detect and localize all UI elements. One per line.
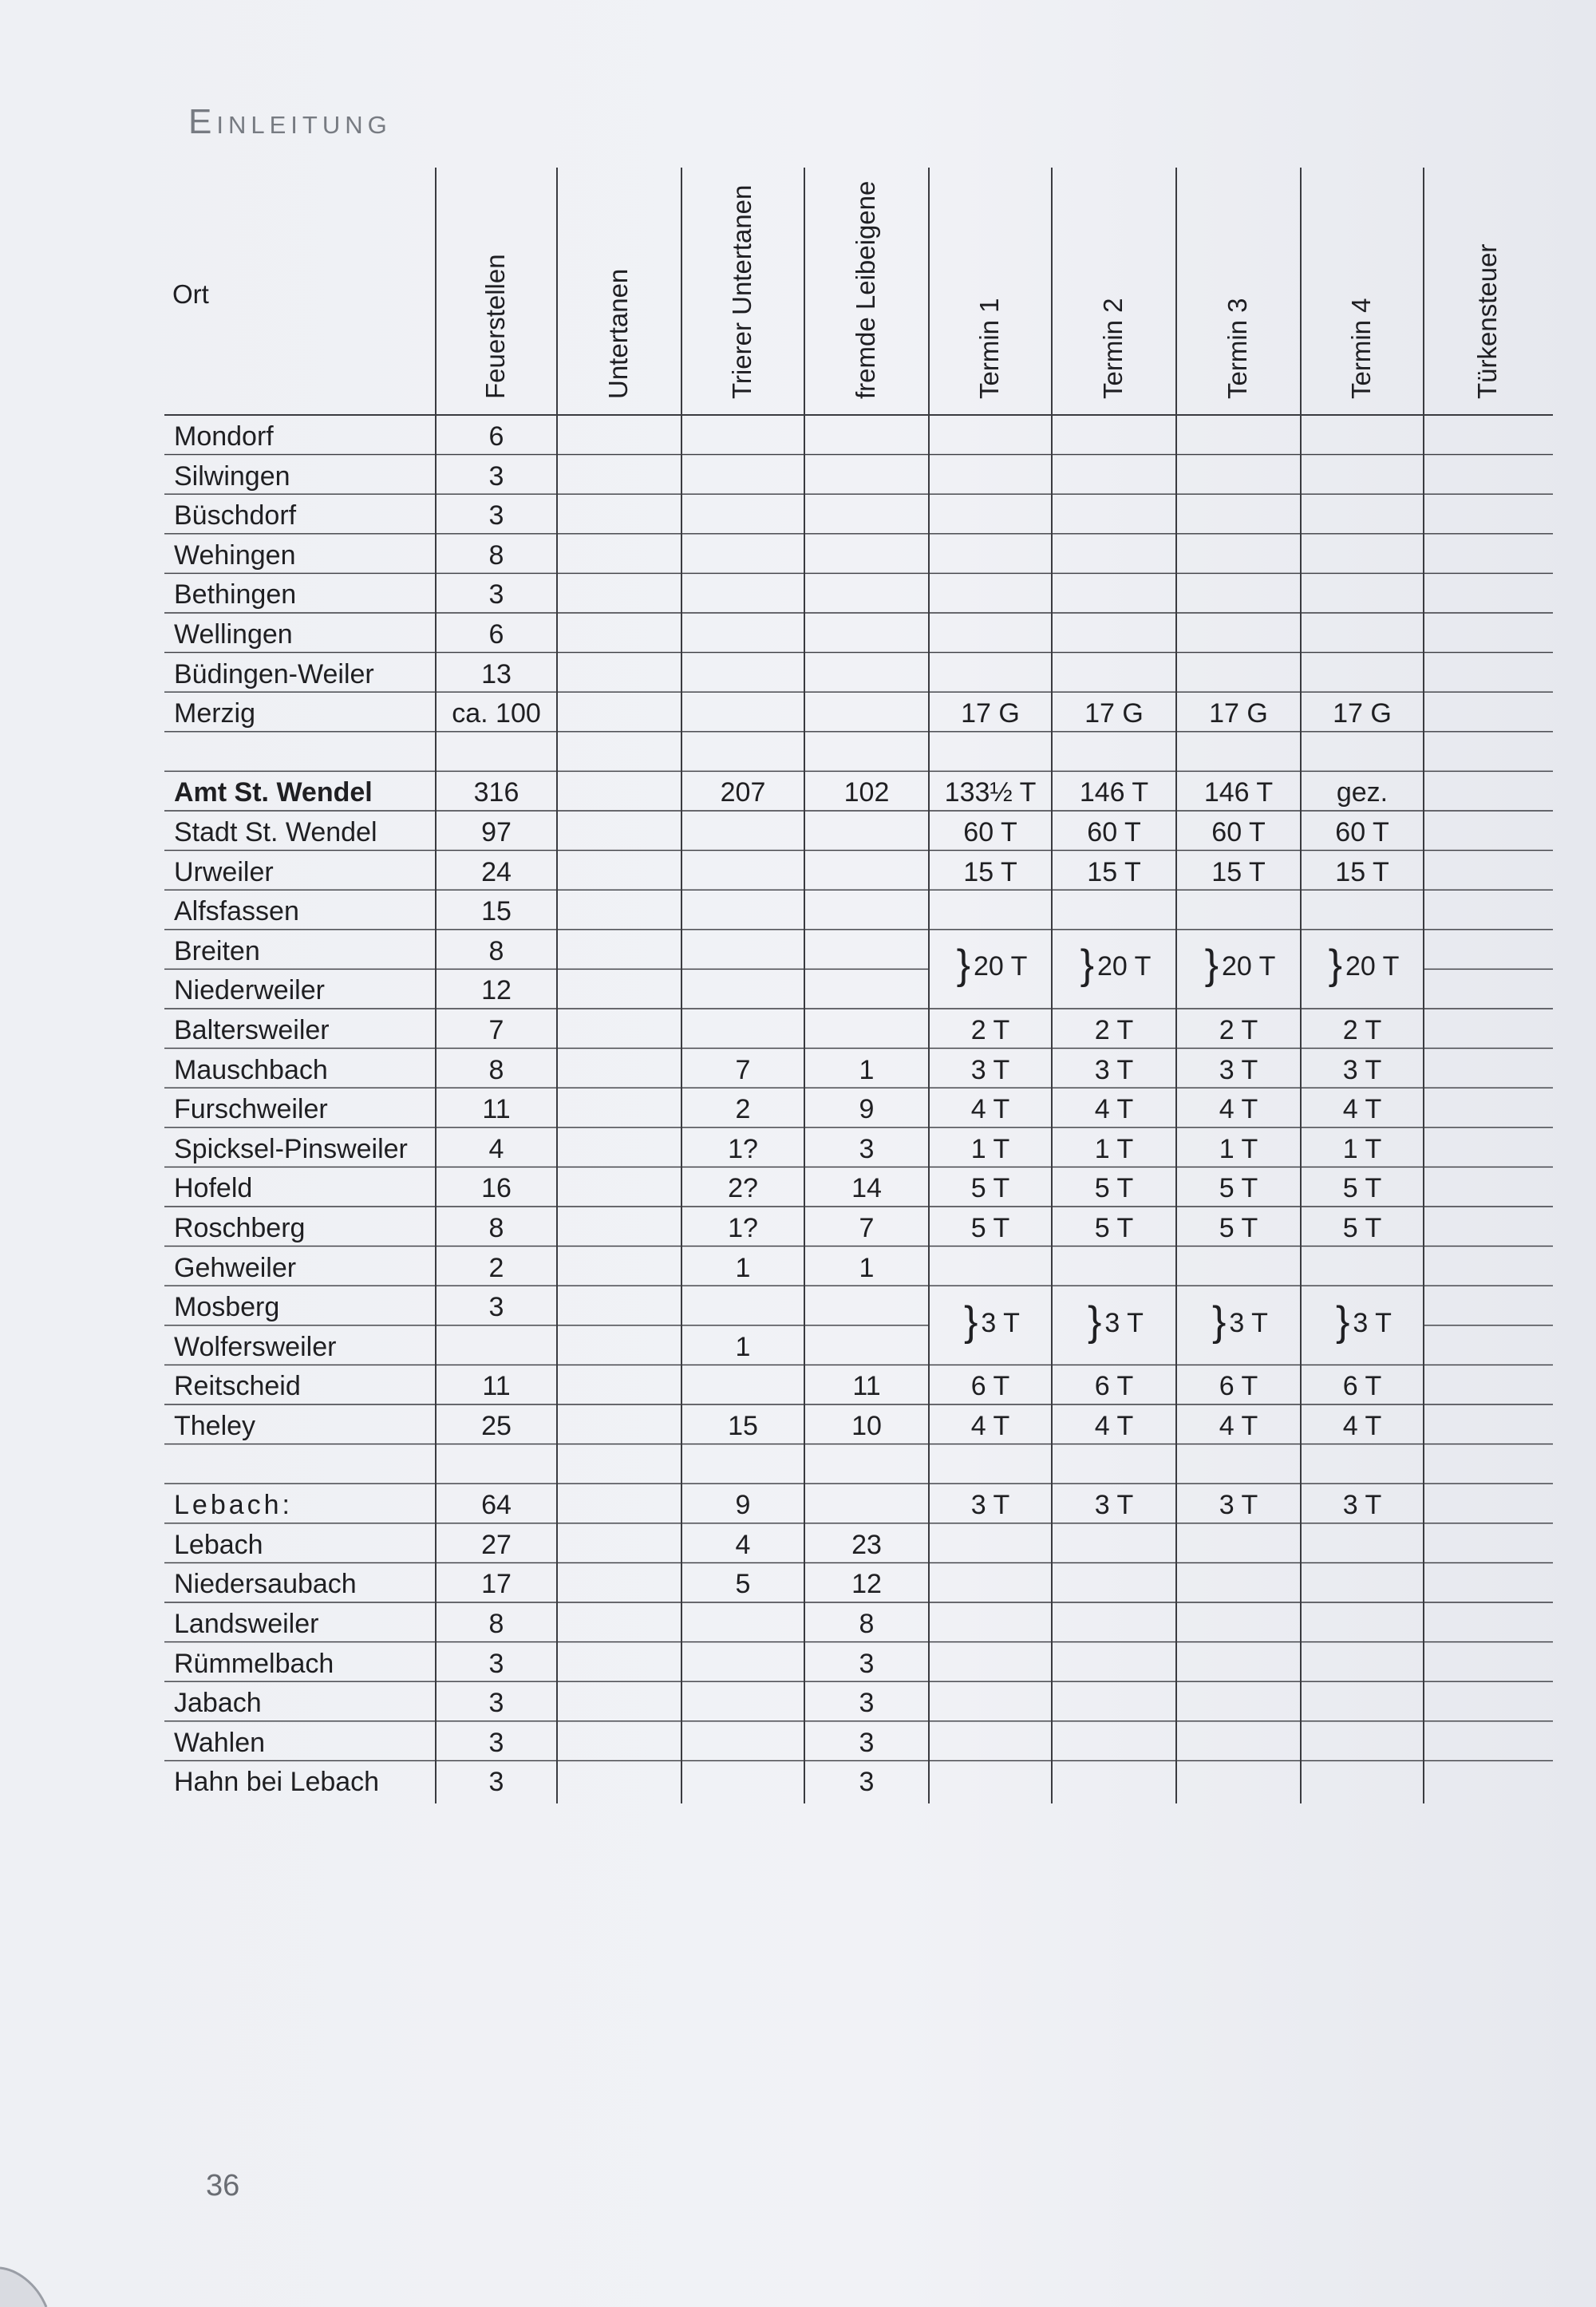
header-feuerstellen: Feuerstellen [480, 254, 510, 399]
row-18-t2: 1 T [1094, 1133, 1134, 1164]
row-32-feu: 3 [488, 1688, 504, 1719]
row-17-t3: 4 T [1219, 1094, 1258, 1125]
row-20-tri: 1? [728, 1213, 758, 1243]
row-9-t1: 133½ T [944, 777, 1037, 808]
row-25-ort: Theley [174, 1411, 256, 1441]
row-34-fre: 3 [859, 1767, 875, 1798]
row-18-fre: 3 [859, 1133, 875, 1164]
row-4-feu: 3 [488, 579, 504, 610]
row-18-t4: 1 T [1342, 1133, 1382, 1164]
row-24-ort: Reitscheid [174, 1371, 301, 1402]
row-27-ort: Lebach: [174, 1490, 293, 1521]
row-16-t3: 3 T [1219, 1054, 1258, 1085]
merged-1-t2: } 3 T [1088, 1298, 1144, 1345]
row-22-ort: Mosberg [174, 1292, 280, 1323]
row-17-feu: 11 [482, 1094, 511, 1125]
row-33-feu: 3 [488, 1727, 504, 1758]
row-24-t1: 6 T [970, 1371, 1010, 1402]
row-9-ort: Amt St. Wendel [174, 777, 373, 808]
row-17-t2: 4 T [1094, 1094, 1134, 1125]
row-9-t3: 146 T [1203, 777, 1274, 808]
header-fremde-leibeigene: fremde Leibeigene [851, 180, 880, 399]
merged-0-t4: } 20 T [1328, 942, 1400, 989]
row-17-t1: 4 T [970, 1094, 1010, 1125]
row-30-ort: Landsweiler [174, 1609, 319, 1639]
row-16-ort: Mauschbach [174, 1054, 328, 1085]
row-7-ort: Merzig [174, 698, 256, 729]
row-11-t2: 15 T [1087, 856, 1141, 887]
row-21-fre: 1 [859, 1252, 875, 1283]
row-28-fre: 23 [851, 1529, 882, 1560]
row-18-feu: 4 [488, 1133, 504, 1164]
row-25-t3: 4 T [1219, 1411, 1258, 1441]
row-5-ort: Wellingen [174, 619, 293, 650]
merged-0-t1: } 20 T [956, 942, 1028, 989]
row-11-feu: 24 [481, 856, 512, 887]
row-29-fre: 12 [851, 1569, 882, 1600]
row-12-feu: 15 [481, 896, 512, 927]
row-10-t4: 60 T [1335, 817, 1389, 847]
row-25-feu: 25 [481, 1411, 512, 1441]
row-27-tri: 9 [735, 1490, 751, 1521]
row-19-t4: 5 T [1342, 1173, 1382, 1204]
row-27-t3: 3 T [1219, 1490, 1258, 1521]
header-termin-4: Termin 4 [1346, 298, 1376, 399]
row-9-t4: gez. [1336, 777, 1389, 808]
row-25-t1: 4 T [970, 1411, 1010, 1441]
row-21-tri: 1 [735, 1252, 751, 1283]
row-17-t4: 4 T [1342, 1094, 1382, 1125]
row-6-feu: 13 [481, 658, 512, 689]
row-20-feu: 8 [488, 1213, 504, 1243]
row-19-feu: 16 [481, 1173, 512, 1204]
row-28-feu: 27 [481, 1529, 512, 1560]
row-16-t4: 3 T [1342, 1054, 1382, 1085]
header-termin-2: Termin 2 [1098, 298, 1128, 399]
row-24-t4: 6 T [1342, 1371, 1382, 1402]
row-17-ort: Furschweiler [174, 1094, 328, 1125]
row-1-feu: 3 [488, 460, 504, 492]
row-25-t4: 4 T [1342, 1411, 1382, 1441]
row-15-t3: 2 T [1219, 1015, 1258, 1045]
row-7-t4: 17 G [1333, 698, 1392, 729]
row-33-fre: 3 [859, 1727, 875, 1758]
merged-value: 3 T [981, 1307, 1020, 1338]
row-0-ort: Mondorf [174, 421, 274, 452]
row-11-t4: 15 T [1335, 856, 1389, 887]
row-30-feu: 8 [488, 1609, 504, 1639]
row-18-ort: Spicksel-Pinsweiler [174, 1133, 408, 1164]
row-7-t2: 17 G [1084, 698, 1144, 729]
row-1-ort: Silwingen [174, 460, 290, 492]
row-10-t1: 60 T [963, 817, 1017, 847]
row-0-feu: 6 [488, 421, 504, 452]
row-22-feu: 3 [488, 1292, 504, 1323]
row-7-t3: 17 G [1209, 698, 1268, 729]
row-21-feu: 2 [488, 1252, 504, 1283]
row-31-ort: Rümmelbach [174, 1648, 334, 1679]
row-16-t2: 3 T [1094, 1054, 1134, 1085]
merged-1-t3: } 3 T [1212, 1298, 1268, 1345]
row-16-feu: 8 [488, 1054, 504, 1085]
merged-1-t1: } 3 T [964, 1298, 1020, 1345]
row-29-ort: Niedersaubach [174, 1569, 357, 1600]
row-10-t3: 60 T [1211, 817, 1266, 847]
row-20-t1: 5 T [970, 1213, 1010, 1243]
row-9-tri: 207 [720, 777, 766, 808]
merged-0-t3: } 20 T [1204, 942, 1276, 989]
header-termin-3: Termin 3 [1223, 298, 1252, 399]
merged-value: 20 T [1345, 951, 1400, 982]
row-23-ort: Wolfersweiler [174, 1331, 337, 1362]
merged-0-t2: } 20 T [1080, 942, 1152, 989]
row-20-t2: 5 T [1094, 1213, 1134, 1243]
row-2-feu: 3 [488, 500, 504, 531]
row-25-fre: 10 [851, 1411, 882, 1441]
merged-value: 20 T [973, 951, 1028, 982]
row-6-ort: Büdingen-Weiler [174, 658, 374, 689]
chapter-title: Einleitung [188, 102, 392, 141]
row-16-t1: 3 T [970, 1054, 1010, 1085]
row-9-t2: 146 T [1079, 777, 1149, 808]
row-20-t3: 5 T [1219, 1213, 1258, 1243]
header-untertanen: Untertanen [603, 268, 633, 399]
row-10-t2: 60 T [1087, 817, 1141, 847]
row-4-ort: Bethingen [174, 579, 297, 610]
row-30-fre: 8 [859, 1609, 875, 1639]
merged-value: 3 T [1353, 1307, 1392, 1338]
row-14-feu: 12 [481, 975, 512, 1006]
row-27-t4: 3 T [1342, 1490, 1382, 1521]
row-20-ort: Roschberg [174, 1213, 306, 1243]
row-19-ort: Hofeld [174, 1173, 253, 1204]
row-34-ort: Hahn bei Lebach [174, 1767, 380, 1798]
row-17-fre: 9 [859, 1094, 875, 1125]
row-25-t2: 4 T [1094, 1411, 1134, 1441]
row-19-t1: 5 T [970, 1173, 1010, 1204]
row-9-feu: 316 [473, 777, 519, 808]
merged-1-t4: } 3 T [1336, 1298, 1392, 1345]
page-curl-decoration [0, 2258, 48, 2307]
row-24-fre: 11 [852, 1371, 881, 1402]
row-17-tri: 2 [735, 1094, 751, 1125]
row-32-ort: Jabach [174, 1688, 262, 1719]
row-31-feu: 3 [488, 1648, 504, 1679]
row-34-feu: 3 [488, 1767, 504, 1798]
row-31-fre: 3 [859, 1648, 875, 1679]
header-termin-1: Termin 1 [974, 298, 1004, 399]
row-19-tri: 2? [728, 1173, 758, 1204]
row-27-t1: 3 T [970, 1490, 1010, 1521]
row-7-feu: ca. 100 [452, 698, 541, 729]
row-10-ort: Stadt St. Wendel [174, 817, 377, 847]
row-15-t2: 2 T [1094, 1015, 1134, 1045]
row-15-t4: 2 T [1342, 1015, 1382, 1045]
row-15-t1: 2 T [970, 1015, 1010, 1045]
page-number: 36 [206, 2169, 240, 2202]
row-24-feu: 11 [482, 1371, 511, 1402]
row-18-tri: 1? [728, 1133, 758, 1164]
row-2-ort: Büschdorf [174, 500, 297, 531]
data-table [164, 168, 1553, 1803]
header-ort: Ort [172, 279, 209, 309]
row-18-t1: 1 T [970, 1133, 1010, 1164]
row-24-t2: 6 T [1094, 1371, 1134, 1402]
row-5-feu: 6 [488, 619, 504, 650]
header-trierer-untertanen: Trierer Untertanen [727, 184, 757, 399]
row-19-fre: 14 [851, 1173, 882, 1204]
merged-value: 3 T [1104, 1307, 1144, 1338]
row-33-ort: Wahlen [174, 1727, 266, 1758]
row-11-ort: Urweiler [174, 856, 274, 887]
row-28-ort: Lebach [174, 1529, 263, 1560]
row-3-feu: 8 [488, 539, 504, 571]
row-9-fre: 102 [843, 777, 890, 808]
merged-value: 3 T [1229, 1307, 1268, 1338]
row-27-feu: 64 [481, 1490, 512, 1521]
row-15-ort: Baltersweiler [174, 1015, 330, 1045]
row-16-tri: 7 [735, 1054, 751, 1085]
row-29-tri: 5 [735, 1569, 751, 1600]
row-15-feu: 7 [488, 1015, 504, 1045]
row-20-t4: 5 T [1342, 1213, 1382, 1243]
row-13-feu: 8 [488, 935, 504, 966]
row-10-feu: 97 [481, 817, 512, 847]
row-25-tri: 15 [728, 1411, 758, 1441]
header-tuerkensteuer: Türkensteuer [1472, 243, 1502, 399]
row-13-ort: Breiten [174, 935, 260, 966]
row-7-t1: 17 G [961, 698, 1020, 729]
row-18-t3: 1 T [1219, 1133, 1258, 1164]
row-27-t2: 3 T [1094, 1490, 1134, 1521]
row-14-ort: Niederweiler [174, 975, 325, 1006]
row-29-feu: 17 [481, 1569, 512, 1600]
row-11-t3: 15 T [1211, 856, 1266, 887]
row-12-ort: Alfsfassen [174, 896, 299, 927]
row-24-t3: 6 T [1219, 1371, 1258, 1402]
row-19-t3: 5 T [1219, 1173, 1258, 1204]
row-19-t2: 5 T [1094, 1173, 1134, 1204]
row-32-fre: 3 [859, 1688, 875, 1719]
row-16-fre: 1 [859, 1054, 875, 1085]
row-11-t1: 15 T [963, 856, 1017, 887]
row-21-ort: Gehweiler [174, 1252, 297, 1283]
row-23-tri: 1 [735, 1331, 751, 1362]
row-3-ort: Wehingen [174, 539, 296, 571]
row-28-tri: 4 [735, 1529, 751, 1560]
merged-value: 20 T [1096, 951, 1152, 982]
merged-value: 20 T [1221, 951, 1276, 982]
row-20-fre: 7 [859, 1213, 875, 1243]
